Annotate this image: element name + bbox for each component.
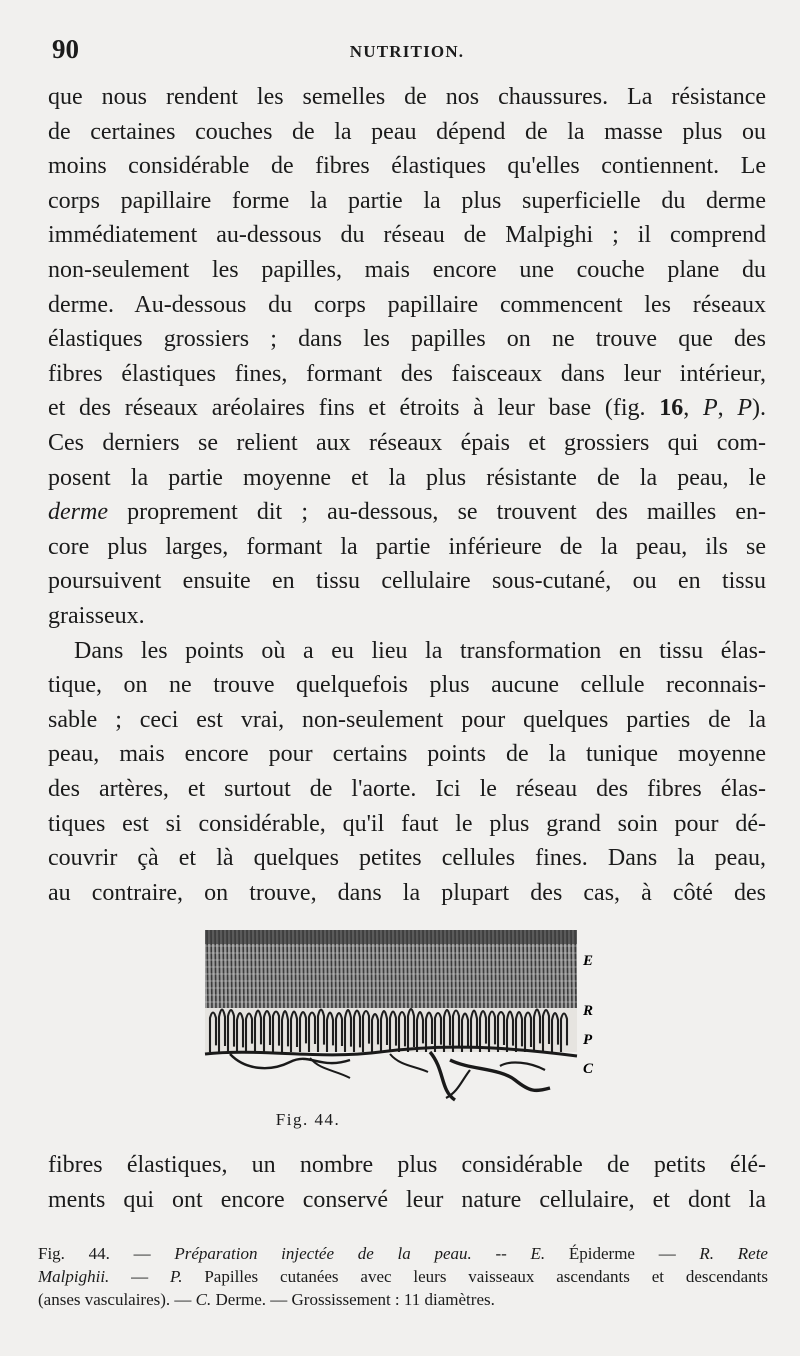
epidermis-hatch xyxy=(567,930,568,1010)
caption-line xyxy=(38,1243,768,1265)
epidermis-hatch xyxy=(371,930,372,1010)
caption-text: Papilles cutanées avec leurs vaisseaux ascendants et descendants xyxy=(182,1267,768,1286)
body-line xyxy=(48,426,766,460)
epidermis-hatch xyxy=(251,930,252,1010)
body-line xyxy=(48,357,766,391)
body-text: au contraire, on trouve, dans la plupart des cas, à côté des xyxy=(48,879,766,906)
body-text: et des réseaux aréolaires fins et étroits à leur base (fig. xyxy=(48,395,660,422)
epidermis-hatch xyxy=(387,930,388,1010)
caption-text: E. xyxy=(530,1244,546,1263)
epidermis-hatch xyxy=(527,930,528,1010)
epidermis-hatch xyxy=(499,930,500,1010)
epidermis-hatch xyxy=(311,930,312,1010)
epidermis-hatch xyxy=(415,930,416,1010)
epidermis-hatch xyxy=(343,930,344,1010)
body-line xyxy=(48,703,766,737)
body-text: fibres élastiques fines, formant des faisceaux dans leur intérieur, xyxy=(48,360,766,387)
epidermis-hatch xyxy=(559,930,560,1010)
body-text: fibres élastiques, un nombre plus considérable de petits élé- xyxy=(48,1152,766,1178)
epidermis-hatch xyxy=(531,930,532,1010)
epidermis-hatch xyxy=(287,930,288,1010)
epidermis-hatch xyxy=(547,930,548,1010)
epidermis-hatch xyxy=(299,930,300,1010)
body-text: des artères, et surtout de l'aorte. Ici le réseau des fibres élas- xyxy=(48,776,766,802)
epidermis-hatch xyxy=(327,930,328,1010)
body-line xyxy=(48,149,766,183)
epidermis-hatch xyxy=(407,930,408,1010)
figure-label: Fig. 44. xyxy=(275,1110,341,1129)
caption-text: Fig. 44. — xyxy=(38,1244,175,1263)
body-line xyxy=(48,668,766,702)
body-text: P xyxy=(702,395,718,422)
caption-text: Derme. — Grossissement : 11 diamètres. xyxy=(211,1290,495,1309)
epidermis-hatch xyxy=(227,930,228,1010)
body-text: , xyxy=(683,395,703,422)
page-header xyxy=(50,34,764,70)
body-line xyxy=(48,184,766,218)
figure-letter-e: E xyxy=(583,953,594,969)
body-text: couvrir çà et là quelques petites cellules fines. Dans la peau, xyxy=(48,845,766,872)
epidermis-hatch xyxy=(443,930,444,1010)
epidermis-hatch xyxy=(271,930,272,1010)
epidermis-hatch xyxy=(215,930,216,1010)
caption-text: — xyxy=(109,1267,171,1286)
body-text: tiques est si considérable, qu'il faut le plus grand soin pour dé- xyxy=(48,810,766,837)
body-text: de certaines couches de la peau dépend de la masse plus ou xyxy=(48,118,766,145)
epidermis-hatch xyxy=(243,930,244,1010)
body-text: ). xyxy=(752,395,766,422)
body-text: Ces derniers se relient aux réseaux épais et grossiers qui com- xyxy=(48,430,766,456)
epidermis-hatch xyxy=(295,930,296,1010)
caption-line xyxy=(38,1266,768,1288)
epidermis-hatch xyxy=(355,930,356,1010)
caption-text: -- xyxy=(471,1244,531,1263)
epidermis-hatch xyxy=(339,930,340,1010)
body-line xyxy=(48,876,766,910)
epidermis-hatch xyxy=(459,930,460,1010)
body-text: Dans les points où a eu lieu la transformation en tissu élas- xyxy=(74,637,766,664)
epidermis-hatch xyxy=(507,930,508,1010)
epidermis-hatch xyxy=(411,930,412,1010)
epidermis-hatch xyxy=(519,930,520,1010)
figure-letter-c: C xyxy=(583,1061,594,1077)
epidermis-hatch xyxy=(555,930,556,1010)
epidermis-hatch xyxy=(223,930,224,1010)
body-line xyxy=(48,80,766,114)
epidermis-hatch xyxy=(291,930,292,1010)
body-line xyxy=(48,737,766,771)
epidermis-hatch xyxy=(231,930,232,1010)
running-title: NUTRITION. xyxy=(349,42,465,61)
body-text: graisseux. xyxy=(48,603,145,629)
body-text: corps papillaire forme la partie la plus superficielle du derme xyxy=(48,187,766,214)
figure-letter-p: P xyxy=(583,1032,593,1048)
caption-text: C. xyxy=(195,1290,212,1309)
epidermis-hatch xyxy=(239,930,240,1010)
caption-text: Épiderme — xyxy=(545,1244,700,1263)
epidermis-hatch xyxy=(571,930,572,1010)
papillae-layer xyxy=(205,1008,577,1052)
epidermis-hatch xyxy=(479,930,480,1010)
epidermis-hatch xyxy=(475,930,476,1010)
epidermis-hatch xyxy=(207,930,208,1010)
epidermis-hatch xyxy=(219,930,220,1010)
epidermis-hatch xyxy=(543,930,544,1010)
epidermis-hatch xyxy=(359,930,360,1010)
body-line xyxy=(48,288,766,322)
epidermis-hatch xyxy=(395,930,396,1010)
epidermis-hatch xyxy=(347,930,348,1010)
dermal-vessel-twig xyxy=(446,1063,545,1098)
body-text: élastiques grossiers ; dans les papilles on ne trouve que des xyxy=(48,326,766,353)
epidermis-hatch xyxy=(431,930,432,1010)
body-text: , xyxy=(717,395,738,422)
body-line xyxy=(48,841,766,875)
epidermis-hatch xyxy=(439,930,440,1010)
body-text: derme. Au-dessous du corps papillaire commencent les réseaux xyxy=(48,291,766,318)
caption-text: Malpighii. xyxy=(38,1267,110,1286)
body-text: P xyxy=(737,395,753,422)
dermal-vessel-twig xyxy=(310,1054,428,1078)
body-text: que nous rendent les semelles de nos chaussures. La résistance xyxy=(48,84,766,110)
dermal-vessel-trunk xyxy=(430,1052,550,1100)
body-text: peau, mais encore pour certains points de la tunique moyenne xyxy=(48,741,766,768)
epidermis-hatch xyxy=(247,930,248,1010)
body-text: non-seulement les papilles, mais encore une couche plane du xyxy=(48,257,766,283)
body-text: proprement dit ; au-dessous, se trouvent des mailles en- xyxy=(107,499,766,526)
caption-text: Préparation injectée de la peau. xyxy=(174,1244,472,1263)
body-line xyxy=(48,599,766,633)
epidermis-hatch xyxy=(535,930,536,1010)
body-line xyxy=(48,530,766,564)
epidermis-hatch xyxy=(283,930,284,1010)
epidermis-layer xyxy=(205,930,577,1010)
epidermis-hatch xyxy=(423,930,424,1010)
body-line xyxy=(48,218,766,252)
epidermis-hatch xyxy=(471,930,472,1010)
body-text: 16 xyxy=(659,395,684,422)
epidermis-hatch xyxy=(523,930,524,1010)
body-line xyxy=(48,461,766,495)
epidermis-hatch xyxy=(315,930,316,1010)
epidermis-hatch xyxy=(451,930,452,1010)
body-line xyxy=(48,253,766,287)
body-line xyxy=(48,1148,766,1182)
epidermis-hatch xyxy=(503,930,504,1010)
epidermis-hatch xyxy=(487,930,488,1010)
caption-line xyxy=(38,1289,768,1311)
epidermis-hatch xyxy=(383,930,384,1010)
epidermis-hatch xyxy=(435,930,436,1010)
epidermis-hatch xyxy=(323,930,324,1010)
body-line xyxy=(48,322,766,356)
epidermis-hatch xyxy=(467,930,468,1010)
dermis-vessels xyxy=(205,1047,577,1100)
epidermis-hatch xyxy=(263,930,264,1010)
body-line xyxy=(48,1183,766,1217)
epidermis-hatch xyxy=(495,930,496,1010)
epidermis-hatch xyxy=(563,930,564,1010)
body-text: derme xyxy=(48,499,108,526)
epidermis-hatch xyxy=(279,930,280,1010)
epidermis-hatch xyxy=(419,930,420,1010)
caption-text: R. Rete xyxy=(699,1244,768,1263)
body-line xyxy=(48,391,766,425)
epidermis-hatch xyxy=(447,930,448,1010)
epidermis-hatch xyxy=(331,930,332,1010)
body-line xyxy=(48,807,766,841)
epidermis-hatch xyxy=(259,930,260,1010)
figure-44-illustration xyxy=(200,920,610,1110)
caption-text: (anses vasculaires). — xyxy=(38,1290,196,1309)
epidermis-hatch xyxy=(491,930,492,1010)
epidermis-hatch xyxy=(375,930,376,1010)
epidermis-hatch xyxy=(319,930,320,1010)
body-text: immédiatement au-dessous du réseau de Malpighi ; il comprend xyxy=(48,222,766,249)
body-line xyxy=(74,634,766,668)
page-number: 90 xyxy=(52,34,79,64)
body-text: moins considérable de fibres élastiques qu'elles contiennent. Le xyxy=(48,153,766,180)
epidermis-hatch xyxy=(427,930,428,1010)
epidermis-hatch xyxy=(363,930,364,1010)
epidermis-hatch xyxy=(399,930,400,1010)
body-text: ments qui ont encore conservé leur nature cellulaire, et dont la xyxy=(48,1186,766,1213)
epidermis-hatch xyxy=(379,930,380,1010)
body-text: core plus larges, formant la partie inférieure de la peau, ils se xyxy=(48,533,766,560)
epidermis-hatch xyxy=(455,930,456,1010)
body-text: sable ; ceci est vrai, non-seulement pour quelques parties de la xyxy=(48,706,766,733)
body-text: tique, on ne trouve quelquefois plus aucune cellule reconnais- xyxy=(48,672,766,699)
figure-letter-r: R xyxy=(583,1003,594,1019)
epidermis-hatch xyxy=(275,930,276,1010)
epidermis-hatch xyxy=(403,930,404,1010)
body-line xyxy=(48,772,766,806)
epidermis-hatch xyxy=(335,930,336,1010)
epidermis-hatch xyxy=(575,930,576,1010)
skin-section-engraving xyxy=(200,920,610,1110)
epidermis-hatch xyxy=(367,930,368,1010)
body-line xyxy=(48,115,766,149)
body-line xyxy=(48,495,766,529)
epidermis-hatch xyxy=(235,930,236,1010)
body-line xyxy=(48,564,766,598)
body-text: poursuivent ensuite en tissu cellulaire sous-cutané, ou en tissu xyxy=(48,568,766,595)
caption-text: P. xyxy=(170,1267,183,1286)
body-text: posent la partie moyenne et la plus résistante de la peau, le xyxy=(48,464,766,491)
epidermis-hatch xyxy=(483,930,484,1010)
epidermis-hatch xyxy=(551,930,552,1010)
epidermis-hatch xyxy=(211,930,212,1010)
epidermis-hatch xyxy=(539,930,540,1010)
epidermis-hatch xyxy=(463,930,464,1010)
epidermis-hatch xyxy=(267,930,268,1010)
epidermis-hatch xyxy=(307,930,308,1010)
epidermis-hatch xyxy=(391,930,392,1010)
epidermis-hatch xyxy=(351,930,352,1010)
epidermis-hatch xyxy=(255,930,256,1010)
epidermis-hatch xyxy=(515,930,516,1010)
epidermis-hatch xyxy=(303,930,304,1010)
epidermis-hatch xyxy=(511,930,512,1010)
